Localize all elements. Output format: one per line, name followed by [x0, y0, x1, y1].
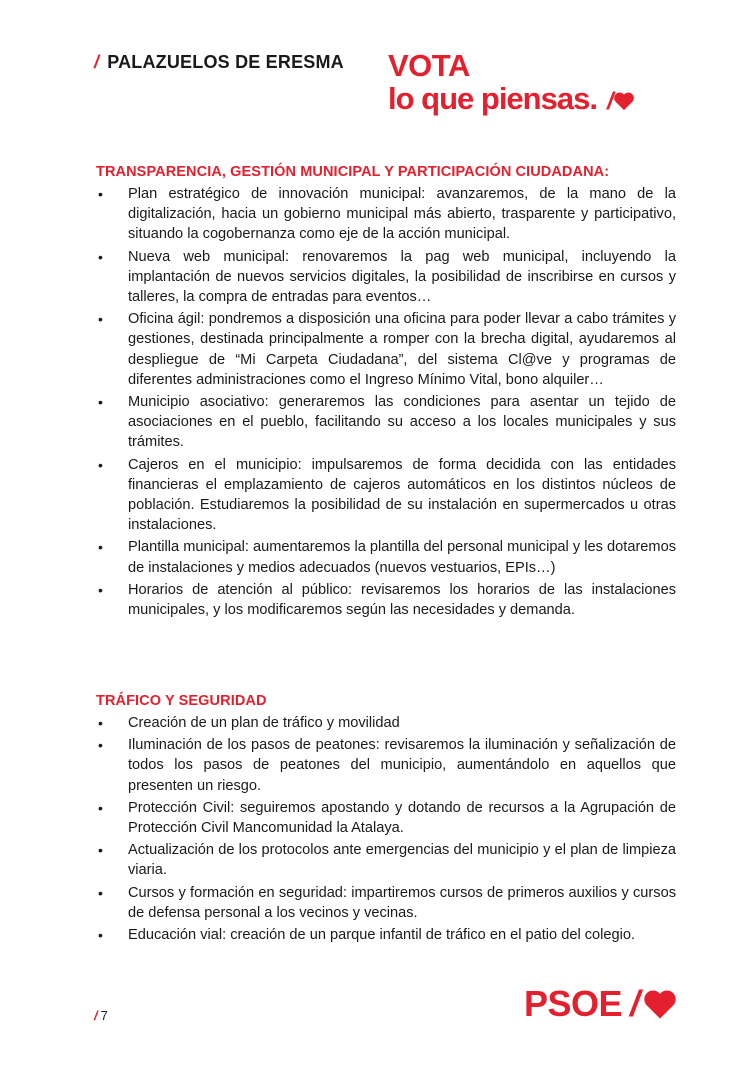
bullet-icon: •	[98, 737, 103, 754]
section-traffic	[96, 693, 676, 947]
party-logo	[524, 983, 678, 1026]
list-item-text: Educación vial: creación de un parque infantil de tráfico en el patio del colegio.	[128, 927, 636, 944]
list-item-text: Municipio asociativo: generaremos las condiciones para asentar un tejido de asociaciones en el pueblo, facilitando su acceso a los locales municipales y sus trámites.	[128, 394, 676, 451]
slogan-line2: lo que piensas.	[388, 81, 597, 116]
list-item-text: Nueva web municipal: renovaremos la pag web municipal, incluyendo la implantación de nuevos servicios digitales, la posibilidad de inscribirse en cursos y talleres, la compra de entradas para eventos…	[128, 248, 676, 306]
bullet-icon: •	[98, 394, 103, 411]
bullet-icon: •	[98, 311, 103, 328]
list-item-text: Creación de un plan de tráfico y movilidad	[128, 715, 400, 731]
page-number	[94, 1008, 108, 1023]
party-slash: /	[630, 983, 640, 1024]
list-item-text: Cursos y formación en seguridad: impartiremos cursos de primeros auxilios y cursos de defensa personal a los vecinos y vecinas.	[128, 884, 676, 921]
list-item-text: Actualización de los protocolos ante emergencias del municipio y el plan de limpieza viaria.	[128, 842, 676, 879]
campaign-slogan	[388, 50, 635, 116]
list-item	[96, 184, 676, 245]
bullet-icon: •	[98, 186, 103, 202]
section-transparency	[96, 164, 676, 622]
heart-icon	[642, 988, 678, 1026]
section-title: TRANSPARENCIA, GESTIÓN MUNICIPAL Y PARTICIPACIÓN CIUDADANA:	[96, 164, 610, 180]
header-location	[94, 52, 344, 73]
list-item	[96, 455, 676, 536]
page-number-value: 7	[100, 1008, 108, 1023]
list-item	[96, 713, 676, 733]
list-item-text: Oficina ágil: pondremos a disposición una oficina para poder llevar a cabo trámites y gestiones, destinada principalmente a romper con la brecha digital, ayudaremos al despliegue de “Mi Carpeta Ciudadana”, del sistema Cl@ve y programas de diferentes administraciones como el Ingreso Mínimo Vital, bono alquiler…	[128, 311, 676, 388]
list-item-text: Protección Civil: seguiremos apostando y dotando de recursos a la Agrupación de Protección Civil Mancomunidad la Atalaya.	[128, 799, 676, 837]
bullet-icon: •	[98, 799, 103, 816]
list-item	[96, 735, 676, 796]
bullet-icon: •	[98, 581, 103, 598]
bullet-list	[96, 713, 676, 945]
location-name: PALAZUELOS DE ERESMA	[107, 52, 344, 72]
list-item	[96, 580, 676, 620]
bullet-list	[96, 184, 676, 620]
bullet-icon: •	[98, 456, 103, 473]
section-title: TRÁFICO Y SEGURIDAD	[96, 693, 267, 709]
bullet-icon: •	[98, 715, 103, 731]
list-item	[96, 798, 676, 838]
list-item-text: Horarios de atención al público: revisaremos los horarios de las instalaciones municipales, y los modificaremos según las necesidades y demanda.	[128, 581, 676, 619]
list-item-text: Cajeros en el municipio: impulsaremos de forma decidida con las entidades financieras el emplazamiento de cajeros automáticos en los distintos núcleos de población. Estudiaremos la posibilidad de su instalación en supermercados u otras instalaciones.	[128, 456, 676, 534]
list-item-text: Iluminación de los pasos de peatones: revisaremos la iluminación y señalización de todos los pasos de peatones del municipio, aumentándolo en aquellos que presenten un riesgo.	[128, 737, 676, 794]
slash-mark: /	[94, 1008, 98, 1023]
list-item	[96, 537, 676, 577]
list-item	[96, 392, 676, 453]
slash-mark: /	[94, 52, 100, 72]
list-item-text: Plan estratégico de innovación municipal: avanzaremos, de la mano de la digitalización, hacia un gobierno municipal más abierto, trasparente y participativo, situando la cogobernanza como eje de la acción municipal.	[128, 186, 676, 243]
bullet-icon: •	[98, 842, 103, 859]
party-name: PSOE	[524, 983, 623, 1024]
slogan-slash: /	[606, 88, 613, 115]
bullet-icon: •	[98, 927, 103, 944]
list-item	[96, 840, 676, 880]
list-item	[96, 247, 676, 308]
bullet-icon: •	[98, 884, 103, 901]
bullet-icon: •	[98, 248, 103, 265]
slogan-line2-wrap	[388, 83, 635, 116]
list-item	[96, 309, 676, 390]
heart-icon	[613, 85, 635, 116]
list-item-text: Plantilla municipal: aumentaremos la plantilla del personal municipal y les dotaremos de instalaciones y medios adecuados (nuevos vestuarios, EPIs…)	[128, 539, 676, 576]
slogan-line1: VOTA	[388, 48, 470, 83]
list-item	[96, 883, 676, 923]
list-item	[96, 925, 676, 945]
bullet-icon: •	[98, 539, 103, 556]
